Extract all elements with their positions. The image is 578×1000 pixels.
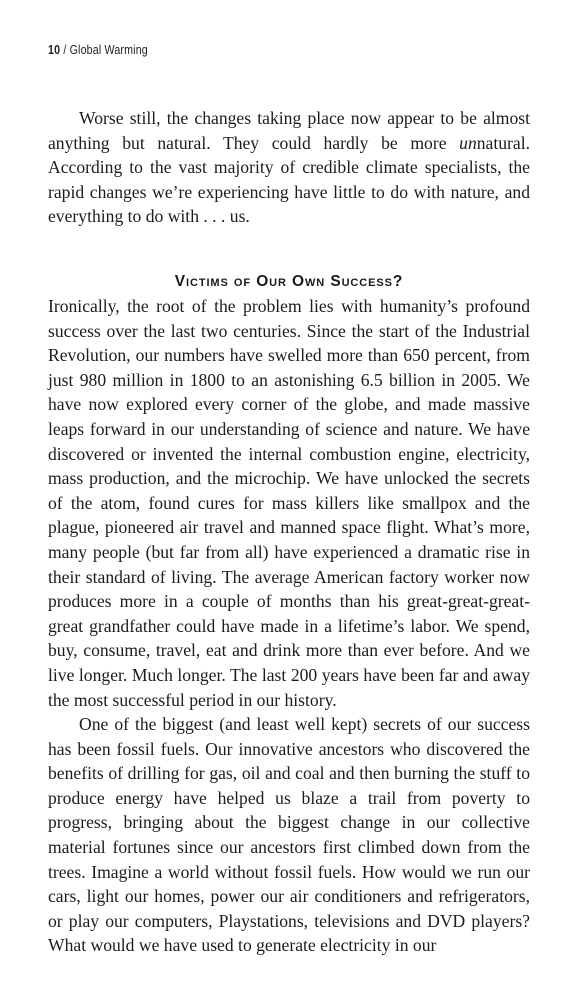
body-paragraph-1: Ironically, the root of the problem lies with humanity’s profound success over the last two centuries. Since the start of the Industrial Revolution, our numbers have swelled more than 650 percent, from just 980 million in 1800 to an astonishing 6.5 billion in 2005. We have now explored every corner of the globe, and made massive leaps forward in our understanding of science and nature. We have discovered or invented the internal combustion engine, electricity, mass production, and the microchip. We have unlocked the secrets of the atom, found cures for mass killers like smallpox and the plague, pioneered air travel and manned space flight. What’s more, many people (but far from all) have experienced a dramatic rise in their standard of living. The average American factory worker now produces more in a couple of months than his great-great-great-great grandfather could have made in a lifetime’s labor. We spend, buy, consume, travel, eat and drink more than ever before. And we live longer. Much longer. The last 200 years have been far and away the most successful period in our history. (48, 296, 530, 710)
section-heading: Victims of Our Own Success? (174, 272, 404, 290)
intro-text-start: Worse still, the changes taking place now appear to be almost anything but natural. They could hardly be more (48, 108, 530, 153)
body-paragraph-2: One of the biggest (and least well kept) secrets of our success has been fossil fuels. Our innovative ancestors who discovered the benefits of drilling for gas, oil and coal and then burning the stuff to produce energy have helped us blaze a trail from poverty to progress, bringing about the biggest change in our collective material fortunes since our ancestors first climbed down from the trees. Imagine a world without fossil fuels. How would we run our cars, light our homes, power our air conditioners and refrigerators, or play our computers, Playstations, televisions and DVD players? What would we have used to generate electricity in our (48, 714, 530, 956)
section-body (48, 294, 530, 958)
intro-paragraph (48, 106, 530, 229)
running-head-separator: / (63, 42, 67, 57)
intro-paragraph-block (48, 106, 530, 229)
intro-text-end: natural. According to the vast majority of credible climate specialists, the rapid changes we’re experiencing have little to do with nature, and everything to do with . . . us. (48, 132, 530, 227)
page-number: 10 (48, 42, 61, 57)
intro-emphasis: un (459, 132, 477, 153)
running-head-title: Global Warming (69, 42, 148, 57)
running-head (48, 42, 148, 57)
